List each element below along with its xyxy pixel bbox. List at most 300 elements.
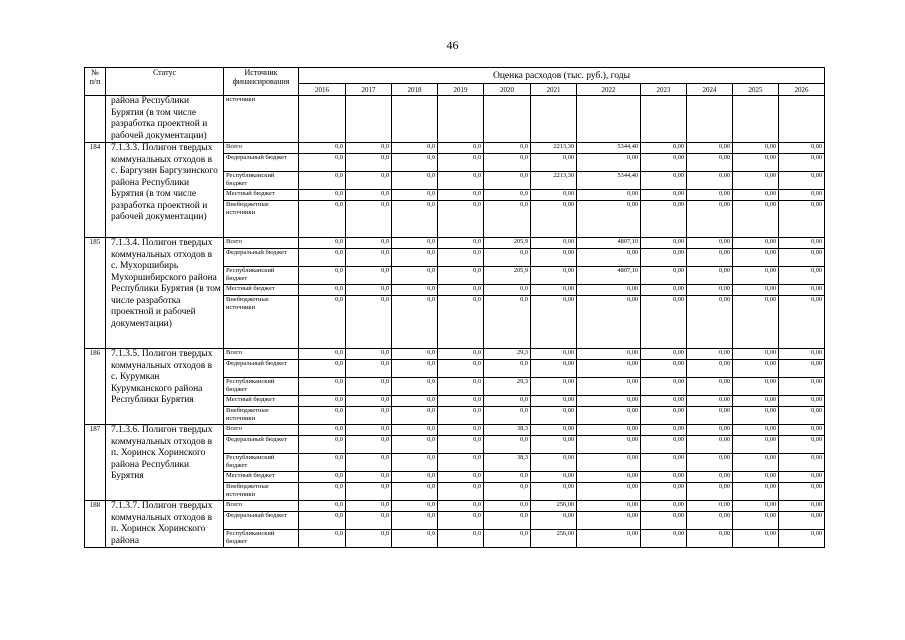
expense-value: 0,00	[779, 238, 825, 249]
expense-value: 0,0	[438, 267, 484, 285]
expense-value: 0,00	[641, 378, 687, 396]
expense-value: 0,00	[577, 436, 641, 454]
expense-value: 0,00	[577, 512, 641, 530]
expense-value: 0,0	[392, 154, 438, 172]
expense-value: 0,00	[577, 154, 641, 172]
header-estimate: Оценка расходов (тыс. руб.), годы	[299, 68, 825, 84]
expense-value: 0,0	[438, 501, 484, 512]
expense-value: 0,00	[531, 154, 577, 172]
expense-value: 0,0	[392, 425, 438, 436]
expense-value: 0,0	[484, 472, 531, 483]
row-status: 7.1.3.5. Полигон твердых коммунальных отходов в с. Курумкан Курумканского района Республики Бурятия	[106, 349, 224, 425]
expense-value: 0,00	[733, 172, 779, 190]
expense-value: 0,00	[687, 349, 733, 360]
financing-source: Всего	[224, 501, 299, 512]
expense-value: 0,00	[733, 425, 779, 436]
expense-value: 0,00	[779, 425, 825, 436]
financing-source: Местный бюджет	[224, 285, 299, 296]
expense-value: 0,00	[641, 425, 687, 436]
expense-value: 4807,10	[577, 238, 641, 249]
header-year: 2017	[346, 84, 392, 96]
financing-source: Местный бюджет	[224, 472, 299, 483]
expense-value: 0,0	[484, 172, 531, 190]
expense-value: 0,00	[641, 349, 687, 360]
expense-value: 0,00	[687, 249, 733, 267]
expense-value: 0,00	[531, 360, 577, 378]
expense-value: 0,00	[531, 472, 577, 483]
expense-value: 0,0	[438, 172, 484, 190]
expense-value: 0,0	[299, 436, 346, 454]
expense-value: 0,00	[779, 512, 825, 530]
expense-value: 0,00	[733, 143, 779, 154]
expense-value: 0,00	[577, 396, 641, 407]
expense-value: 0,00	[779, 378, 825, 396]
expense-value: 0,00	[779, 349, 825, 360]
expense-value: 0,0	[346, 201, 392, 238]
expense-value: 0,0	[299, 407, 346, 425]
expense-value: 0,0	[392, 201, 438, 238]
financing-table	[84, 67, 825, 548]
expense-value: 0,00	[687, 407, 733, 425]
expense-value: 0,00	[531, 436, 577, 454]
expense-value	[733, 96, 779, 143]
expense-value: 0,0	[299, 201, 346, 238]
expense-value: 0,0	[346, 407, 392, 425]
expense-value: 0,00	[531, 512, 577, 530]
expense-value: 0,00	[641, 454, 687, 472]
financing-source: Всего	[224, 349, 299, 360]
row-status: района Республики Бурятия (в том числе разработка проектной и рабочей документации)	[106, 96, 224, 143]
expense-value: 0,0	[299, 501, 346, 512]
expense-value: 0,00	[687, 360, 733, 378]
row-status: 7.1.3.4. Полигон твердых коммунальных отходов в с. Мухоршибирь Мухоршибирского района Республики Бурятия (в том числе разработка проектной и рабочей документации)	[106, 238, 224, 349]
expense-value: 0,00	[641, 296, 687, 349]
expense-value: 0,00	[531, 454, 577, 472]
financing-source: Федеральный бюджет	[224, 436, 299, 454]
expense-value: 0,00	[641, 190, 687, 201]
expense-value: 0,00	[779, 396, 825, 407]
row-status: 7.1.3.3. Полигон твердых коммунальных отходов в с. Баргузин Баргузинского района Республики Бурятия (в том числе разработка проектной и рабочей документации)	[106, 143, 224, 238]
page-number: 46	[446, 38, 459, 52]
expense-value: 0,00	[779, 360, 825, 378]
financing-source: источники	[224, 96, 299, 143]
row-number	[85, 96, 106, 143]
expense-value: 0,0	[392, 267, 438, 285]
expense-value: 0,0	[299, 483, 346, 501]
expense-value	[641, 96, 687, 143]
financing-source: Внебюджетные источники	[224, 483, 299, 501]
expense-value: 0,00	[687, 143, 733, 154]
row-number: 187	[85, 425, 106, 501]
expense-value: 0,0	[392, 143, 438, 154]
expense-value: 0,0	[346, 296, 392, 349]
financing-source: Республиканский бюджет	[224, 378, 299, 396]
expense-value: 0,0	[299, 378, 346, 396]
expense-value: 0,0	[484, 154, 531, 172]
financing-source: Республиканский бюджет	[224, 172, 299, 190]
header-year: 2024	[687, 84, 733, 96]
expense-value: 0,0	[438, 483, 484, 501]
expense-value: 0,0	[346, 349, 392, 360]
expense-value: 5344,40	[577, 143, 641, 154]
expense-value	[687, 96, 733, 143]
financing-source: Местный бюджет	[224, 190, 299, 201]
row-number: 186	[85, 349, 106, 425]
expense-value	[531, 96, 577, 143]
expense-value: 0,00	[779, 501, 825, 512]
expense-value: 0,00	[641, 483, 687, 501]
expense-value: 0,0	[438, 407, 484, 425]
expense-value: 0,0	[438, 396, 484, 407]
expense-value: 0,0	[438, 360, 484, 378]
expense-value: 0,00	[641, 172, 687, 190]
expense-value: 0,0	[438, 201, 484, 238]
expense-value: 0,00	[779, 454, 825, 472]
expense-value: 0,00	[733, 296, 779, 349]
expense-value: 0,0	[392, 530, 438, 548]
expense-value: 0,0	[299, 154, 346, 172]
expense-value: 0,0	[438, 238, 484, 249]
table-row	[85, 349, 825, 360]
expense-value: 0,0	[438, 454, 484, 472]
expense-value: 0,0	[299, 396, 346, 407]
header-year: 2018	[392, 84, 438, 96]
expense-value: 0,00	[687, 201, 733, 238]
expense-value: 0,0	[346, 454, 392, 472]
row-status: 7.1.3.7. Полигон твердых коммунальных отходов в п. Хоринск Хоринского района	[106, 501, 224, 548]
expense-value: 0,00	[687, 512, 733, 530]
expense-value: 0,00	[531, 296, 577, 349]
expense-value: 0,0	[438, 530, 484, 548]
expense-value: 0,0	[438, 472, 484, 483]
financing-source: Внебюджетные источники	[224, 201, 299, 238]
expense-value: 0,0	[299, 143, 346, 154]
expense-value: 0,00	[779, 172, 825, 190]
expense-value: 0,00	[641, 360, 687, 378]
expense-value: 0,0	[346, 267, 392, 285]
expense-value: 0,0	[346, 501, 392, 512]
expense-value: 0,0	[438, 285, 484, 296]
expense-value: 0,00	[733, 267, 779, 285]
header-year: 2020	[484, 84, 531, 96]
expense-value: 0,00	[687, 267, 733, 285]
expense-value: 0,00	[577, 483, 641, 501]
expense-value: 0,00	[577, 360, 641, 378]
expense-value: 0,00	[733, 201, 779, 238]
expense-value: 0,0	[392, 249, 438, 267]
expense-value: 0,00	[641, 530, 687, 548]
expense-value: 0,00	[779, 249, 825, 267]
expense-value: 0,0	[346, 472, 392, 483]
expense-value: 38,3	[484, 425, 531, 436]
expense-value: 0,00	[577, 249, 641, 267]
expense-value: 0,0	[438, 296, 484, 349]
expense-value: 0,00	[733, 407, 779, 425]
expense-value: 0,0	[392, 349, 438, 360]
row-number: 184	[85, 143, 106, 238]
expense-value: 0,0	[392, 483, 438, 501]
expense-value: 0,00	[577, 472, 641, 483]
expense-value: 0,00	[687, 296, 733, 349]
expense-value: 0,00	[687, 483, 733, 501]
expense-value: 0,0	[392, 454, 438, 472]
expense-value: 256,00	[531, 530, 577, 548]
expense-value: 0,0	[392, 472, 438, 483]
expense-value: 29,3	[484, 378, 531, 396]
expense-value: 0,0	[346, 396, 392, 407]
header-year: 2023	[641, 84, 687, 96]
expense-value: 0,00	[531, 267, 577, 285]
expense-value: 205,9	[484, 238, 531, 249]
expense-value: 0,0	[484, 407, 531, 425]
expense-value: 0,0	[299, 190, 346, 201]
expense-value: 0,00	[779, 267, 825, 285]
expense-value: 0,00	[641, 285, 687, 296]
expense-value: 0,0	[346, 238, 392, 249]
expense-value: 0,00	[733, 512, 779, 530]
table-row	[85, 143, 825, 154]
expense-value: 0,00	[577, 530, 641, 548]
expense-value: 0,00	[687, 501, 733, 512]
financing-source: Всего	[224, 143, 299, 154]
financing-source: Республиканский бюджет	[224, 267, 299, 285]
expense-value: 0,00	[641, 154, 687, 172]
expense-value: 0,0	[438, 143, 484, 154]
expense-value: 0,0	[392, 190, 438, 201]
expense-value: 0,00	[641, 472, 687, 483]
expense-value: 0,0	[484, 512, 531, 530]
expense-value: 2213,30	[531, 172, 577, 190]
expense-value: 0,00	[531, 249, 577, 267]
expense-value: 0,0	[484, 396, 531, 407]
expense-value: 0,00	[531, 378, 577, 396]
expense-value: 0,0	[346, 172, 392, 190]
expense-value: 0,00	[733, 530, 779, 548]
expense-value: 0,00	[577, 201, 641, 238]
expense-value: 0,0	[346, 249, 392, 267]
expense-value	[346, 96, 392, 143]
expense-value: 0,00	[641, 201, 687, 238]
table-row	[85, 425, 825, 436]
expense-value: 0,00	[687, 238, 733, 249]
expense-value: 0,0	[392, 512, 438, 530]
expense-value: 0,00	[733, 396, 779, 407]
expense-value: 0,0	[346, 512, 392, 530]
expense-value: 0,00	[687, 396, 733, 407]
expense-value: 0,00	[577, 454, 641, 472]
expense-value: 0,0	[438, 154, 484, 172]
expense-value	[577, 96, 641, 143]
expense-value: 0,0	[299, 472, 346, 483]
expense-value: 0,0	[392, 285, 438, 296]
expense-value	[779, 96, 825, 143]
expense-value: 0,0	[299, 285, 346, 296]
row-status: 7.1.3.6. Полигон твердых коммунальных отходов в п. Хоринск Хоринского района Республики Бурятия	[106, 425, 224, 501]
expense-value: 0,00	[733, 154, 779, 172]
expense-value: 0,00	[687, 154, 733, 172]
table-row	[85, 96, 825, 143]
expense-value: 0,0	[392, 407, 438, 425]
expense-value: 0,00	[577, 285, 641, 296]
expense-value: 0,00	[687, 472, 733, 483]
row-number: 188	[85, 501, 106, 548]
financing-source: Федеральный бюджет	[224, 249, 299, 267]
expense-value: 0,00	[687, 378, 733, 396]
expense-value: 0,0	[299, 238, 346, 249]
expense-value: 5344,40	[577, 172, 641, 190]
table-row	[85, 238, 825, 249]
expense-value: 0,00	[577, 407, 641, 425]
expense-value: 0,00	[687, 190, 733, 201]
header-source: Источник финансирования	[224, 68, 299, 96]
expense-value: 256,00	[531, 501, 577, 512]
expense-value: 0,0	[346, 360, 392, 378]
expense-value: 0,00	[577, 378, 641, 396]
expense-value: 0,00	[641, 407, 687, 425]
financing-source: Всего	[224, 425, 299, 436]
expense-value: 0,0	[346, 436, 392, 454]
expense-value: 0,0	[484, 285, 531, 296]
row-number: 185	[85, 238, 106, 349]
expense-value: 0,0	[484, 530, 531, 548]
header-year: 2025	[733, 84, 779, 96]
expense-value: 0,00	[733, 349, 779, 360]
expense-value: 0,00	[641, 249, 687, 267]
expense-value: 0,00	[577, 501, 641, 512]
expense-value: 0,00	[641, 238, 687, 249]
expense-value: 0,00	[779, 436, 825, 454]
expense-value: 0,00	[641, 267, 687, 285]
expense-value: 0,0	[438, 378, 484, 396]
expense-value: 0,00	[531, 407, 577, 425]
expense-value: 0,0	[392, 296, 438, 349]
expense-value: 0,00	[733, 360, 779, 378]
expense-value: 0,00	[779, 154, 825, 172]
expense-value: 0,00	[641, 501, 687, 512]
table-header	[85, 68, 825, 96]
expense-value: 0,00	[733, 249, 779, 267]
expense-value: 0,0	[438, 249, 484, 267]
expense-value: 0,00	[779, 190, 825, 201]
expense-value	[438, 96, 484, 143]
financing-source: Федеральный бюджет	[224, 154, 299, 172]
expense-value: 0,00	[733, 436, 779, 454]
expense-value: 0,00	[531, 285, 577, 296]
expense-value: 0,0	[299, 249, 346, 267]
expense-value: 0,00	[779, 296, 825, 349]
expense-value: 0,00	[687, 454, 733, 472]
expense-value: 0,00	[531, 349, 577, 360]
expense-value: 0,0	[438, 425, 484, 436]
expense-value: 0,00	[779, 143, 825, 154]
financing-source: Республиканский бюджет	[224, 454, 299, 472]
expense-value: 0,0	[346, 190, 392, 201]
expense-value: 0,0	[299, 349, 346, 360]
expense-value: 0,0	[484, 483, 531, 501]
header-year: 2021	[531, 84, 577, 96]
expense-value: 0,0	[438, 436, 484, 454]
expense-value: 0,00	[779, 483, 825, 501]
expense-value: 0,0	[392, 436, 438, 454]
expense-value: 0,0	[484, 190, 531, 201]
expense-value: 0,00	[733, 378, 779, 396]
expense-value: 0,0	[299, 530, 346, 548]
expense-value: 0,0	[346, 143, 392, 154]
expense-value: 0,0	[484, 201, 531, 238]
expense-value: 0,0	[299, 172, 346, 190]
expense-value: 38,3	[484, 454, 531, 472]
expense-value: 0,00	[577, 425, 641, 436]
expense-value: 0,00	[531, 425, 577, 436]
expense-value: 0,0	[392, 501, 438, 512]
expense-value: 0,0	[392, 378, 438, 396]
expense-value: 0,00	[577, 349, 641, 360]
financing-source: Всего	[224, 238, 299, 249]
expense-value: 0,00	[531, 483, 577, 501]
expense-value: 0,00	[577, 296, 641, 349]
expense-value: 0,0	[299, 296, 346, 349]
expense-value: 0,00	[779, 530, 825, 548]
expense-value: 0,00	[687, 285, 733, 296]
expense-value: 0,00	[687, 436, 733, 454]
header-num: № п/п	[85, 68, 106, 96]
expense-value: 0,0	[438, 190, 484, 201]
expense-value: 0,00	[531, 190, 577, 201]
financing-source: Республиканский бюджет	[224, 530, 299, 548]
expense-value: 0,0	[346, 285, 392, 296]
expense-value: 0,00	[733, 238, 779, 249]
expense-value: 0,00	[733, 483, 779, 501]
header-year: 2019	[438, 84, 484, 96]
expense-value: 0,0	[392, 396, 438, 407]
expense-value: 0,0	[299, 267, 346, 285]
expense-value: 0,0	[346, 530, 392, 548]
expense-value: 29,3	[484, 349, 531, 360]
expense-value: 0,00	[733, 472, 779, 483]
financing-source: Местный бюджет	[224, 396, 299, 407]
expense-value: 0,0	[438, 349, 484, 360]
expense-value: 0,00	[779, 407, 825, 425]
header-year: 2022	[577, 84, 641, 96]
expense-value: 0,0	[299, 425, 346, 436]
expense-value: 0,0	[484, 501, 531, 512]
expense-value: 0,00	[733, 190, 779, 201]
expense-value: 0,0	[438, 512, 484, 530]
expense-value	[484, 96, 531, 143]
expense-value: 0,00	[779, 285, 825, 296]
expense-value: 0,0	[392, 360, 438, 378]
expense-value: 0,0	[484, 143, 531, 154]
expense-value: 0,00	[531, 238, 577, 249]
expense-value: 0,00	[641, 143, 687, 154]
expense-value: 0,00	[779, 472, 825, 483]
expense-value: 0,0	[299, 512, 346, 530]
expense-value: 0,0	[484, 249, 531, 267]
expense-value: 0,0	[392, 172, 438, 190]
expense-value	[392, 96, 438, 143]
expense-value: 205,9	[484, 267, 531, 285]
financing-source: Федеральный бюджет	[224, 360, 299, 378]
financing-source: Внебюджетные источники	[224, 407, 299, 425]
expense-value: 0,00	[687, 530, 733, 548]
expense-value: 4807,10	[577, 267, 641, 285]
expense-value: 0,00	[641, 436, 687, 454]
expense-value: 2213,30	[531, 143, 577, 154]
expense-value: 0,00	[531, 396, 577, 407]
expense-value: 0,00	[641, 396, 687, 407]
header-year: 2016	[299, 84, 346, 96]
header-status: Статус	[106, 68, 224, 96]
